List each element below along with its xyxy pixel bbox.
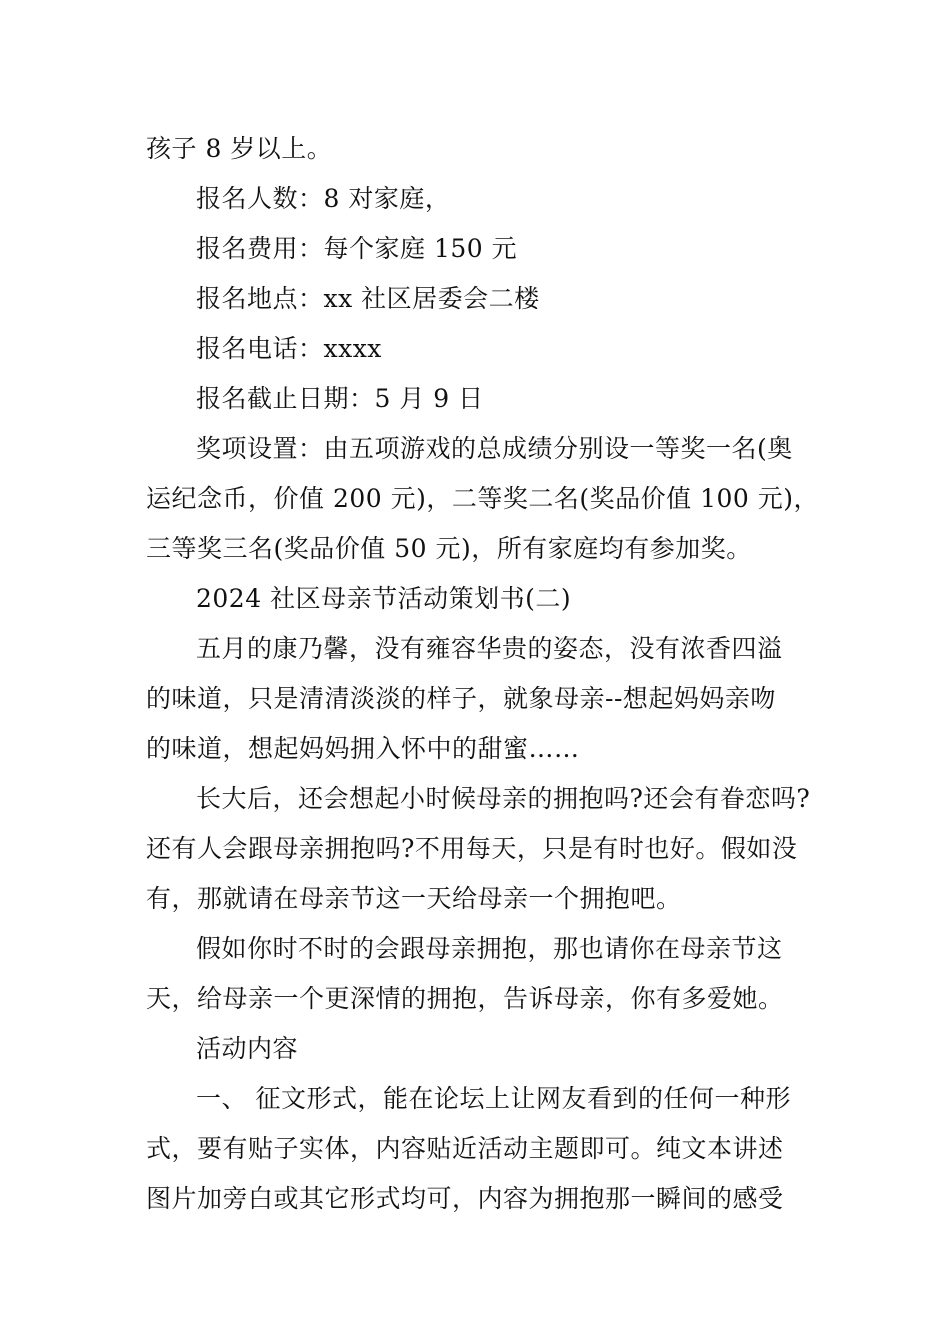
text-line: 报名地点：xx 社区居委会二楼	[196, 284, 540, 313]
text-line: 天，给母亲一个更深情的拥抱，告诉母亲，你有多爱她。	[146, 984, 784, 1013]
text-line: 孩子 8 岁以上。	[146, 134, 333, 163]
text-line: 报名电话：xxxx	[196, 334, 382, 363]
text-line: 长大后，还会想起小时候母亲的拥抱吗?还会有眷恋吗?	[196, 784, 811, 813]
text-line: 还有人会跟母亲拥抱吗?不用每天，只是有时也好。假如没	[146, 834, 798, 863]
section-heading: 2024 社区母亲节活动策划书(二)	[196, 584, 572, 613]
text-line: 报名人数：8 对家庭，	[196, 184, 451, 213]
text-line: 报名截止日期：5 月 9 日	[196, 384, 484, 413]
text-line: 五月的康乃馨，没有雍容华贵的姿态，没有浓香四溢	[196, 634, 783, 663]
text-line: 报名费用：每个家庭 150 元	[196, 234, 518, 263]
text-line: 假如你时不时的会跟母亲拥抱，那也请你在母亲节这	[196, 934, 783, 963]
section-heading: 活动内容	[196, 1034, 299, 1063]
text-line: 式，要有贴子实体，内容贴近活动主题即可。纯文本讲述	[146, 1134, 784, 1163]
text-line: 一、 征文形式，能在论坛上让网友看到的任何一种形	[196, 1084, 791, 1113]
text-line: 有，那就请在母亲节这一天给母亲一个拥抱吧。	[146, 884, 682, 913]
text-line: 运纪念币，价值 200 元)，二等奖二名(奖品价值 100 元)，	[146, 484, 819, 513]
text-line: 的味道，想起妈妈拥入怀中的甜蜜……	[146, 734, 580, 763]
text-line: 图片加旁白或其它形式均可，内容为拥抱那一瞬间的感受	[146, 1184, 784, 1213]
text-line: 三等奖三名(奖品价值 50 元)，所有家庭均有参加奖。	[146, 534, 752, 563]
text-line: 奖项设置：由五项游戏的总成绩分别设一等奖一名(奥	[196, 434, 793, 463]
text-line: 的味道，只是清清淡淡的样子，就象母亲--想起妈妈亲吻	[146, 684, 776, 713]
